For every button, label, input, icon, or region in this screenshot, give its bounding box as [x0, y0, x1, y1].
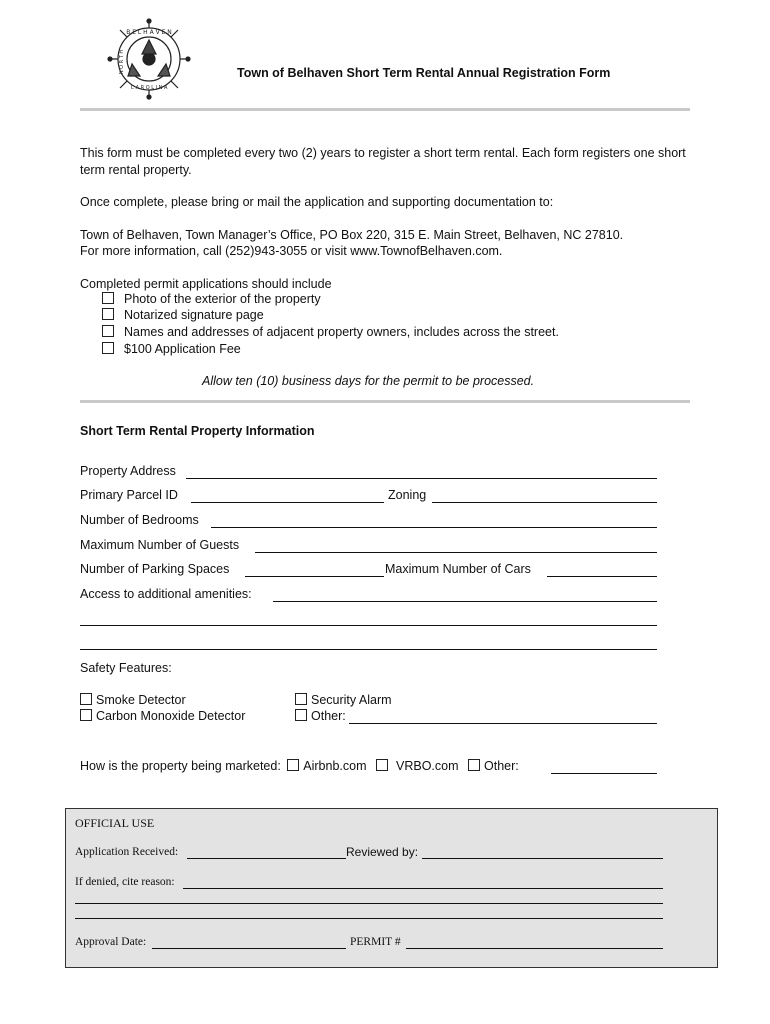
bedrooms-label: Number of Bedrooms: [80, 513, 199, 527]
permit-number-field[interactable]: [406, 948, 663, 949]
co-detector-option[interactable]: [80, 709, 245, 723]
form-title: Town of Belhaven Short Term Rental Annual Registration Form: [237, 66, 611, 80]
checklist-title: Completed permit applications should include: [80, 277, 332, 291]
checkbox-icon[interactable]: [80, 693, 92, 705]
marketing-other-field[interactable]: [551, 773, 657, 774]
town-seal-logo: [104, 18, 194, 100]
application-received-field[interactable]: [187, 858, 346, 859]
safety-other-field[interactable]: [349, 723, 657, 724]
security-alarm-label: Security Alarm: [311, 693, 392, 707]
safety-other-option[interactable]: [295, 709, 346, 723]
max-guests-label: Maximum Number of Guests: [80, 538, 240, 552]
parking-label: Number of Parking Spaces: [80, 562, 230, 576]
checkbox-icon[interactable]: [102, 308, 114, 320]
permit-number-label: PERMIT #: [350, 936, 401, 948]
checkbox-icon[interactable]: [468, 759, 480, 771]
checklist-item[interactable]: [102, 325, 559, 339]
marketing-row: [80, 759, 519, 773]
smoke-detector-option[interactable]: [80, 693, 186, 707]
checklist-item-label: Names and addresses of adjacent property owners, includes across the street.: [124, 325, 559, 339]
address-line: Town of Belhaven, Town Manager’s Office, PO Box 220, 315 E. Main Street, Belhaven, NC 27810.: [80, 228, 624, 242]
approval-date-field[interactable]: [152, 948, 346, 949]
denied-reason-label: If denied, cite reason:: [75, 876, 175, 888]
contact-line: For more information, call (252)943-3055 or visit www.TownofBelhaven.com.: [80, 244, 503, 258]
ship-wheel-icon: [104, 18, 194, 100]
checkbox-icon[interactable]: [102, 342, 114, 354]
denied-reason-field-line-2[interactable]: [75, 903, 663, 904]
amenities-label: Access to additional amenities:: [80, 587, 252, 601]
seal-text-left: N O R T H: [119, 49, 125, 75]
parking-field[interactable]: [245, 576, 384, 577]
amenities-field-line-3[interactable]: [80, 649, 657, 650]
denied-reason-field-line-3[interactable]: [75, 918, 663, 919]
airbnb-label: Airbnb.com: [303, 759, 367, 773]
parcel-id-field[interactable]: [191, 502, 384, 503]
checklist-item[interactable]: [102, 292, 321, 306]
checklist-item-label: Notarized signature page: [124, 308, 264, 322]
seal-text-bottom: C A R O L I N A: [130, 85, 168, 91]
max-cars-label: Maximum Number of Cars: [385, 562, 531, 576]
reviewed-by-label: Reviewed by:: [346, 845, 419, 859]
zoning-label: Zoning: [388, 488, 427, 502]
max-guests-field[interactable]: [255, 552, 657, 553]
checkbox-icon[interactable]: [80, 709, 92, 721]
security-alarm-option[interactable]: [295, 693, 392, 707]
property-section-heading: Short Term Rental Property Information: [80, 424, 315, 438]
intro-paragraph: This form must be completed every two (2) years to register a short term rental. Each form registers one short term rental property.: [80, 146, 686, 177]
instructions-paragraph: Once complete, please bring or mail the application and supporting documentation to:: [80, 195, 554, 209]
amenities-field-line-2[interactable]: [80, 625, 657, 626]
checkbox-icon[interactable]: [295, 709, 307, 721]
checklist-item-label: $100 Application Fee: [124, 342, 241, 356]
seal-text-top: B E L H A V E N: [126, 29, 172, 36]
max-cars-field[interactable]: [547, 576, 657, 577]
denied-reason-field[interactable]: [183, 888, 663, 889]
parcel-id-label: Primary Parcel ID: [80, 488, 178, 502]
approval-date-label: Approval Date:: [75, 936, 147, 948]
checkbox-icon[interactable]: [102, 292, 114, 304]
processing-note: Allow ten (10) business days for the permit to be processed.: [202, 374, 535, 388]
checkbox-icon[interactable]: [287, 759, 299, 771]
safety-heading: Safety Features:: [80, 661, 172, 675]
zoning-field[interactable]: [432, 502, 657, 503]
vrbo-label: VRBO.com: [396, 759, 459, 773]
marketing-question: How is the property being marketed:: [80, 759, 281, 773]
section-divider: [80, 400, 690, 403]
property-address-label: Property Address: [80, 464, 176, 478]
reviewed-by-field[interactable]: [422, 858, 663, 859]
header-divider: [80, 108, 690, 111]
checkbox-icon[interactable]: [295, 693, 307, 705]
checklist-item-label: Photo of the exterior of the property: [124, 292, 321, 306]
smoke-detector-label: Smoke Detector: [96, 693, 186, 707]
amenities-field[interactable]: [273, 601, 657, 602]
co-detector-label: Carbon Monoxide Detector: [96, 709, 246, 723]
application-received-label: Application Received:: [75, 846, 179, 858]
marketing-other-label: Other:: [484, 759, 519, 773]
safety-other-label: Other:: [311, 709, 346, 723]
property-address-field[interactable]: [186, 478, 657, 479]
official-use-heading: OFFICIAL USE: [75, 816, 155, 830]
checkbox-icon[interactable]: [102, 325, 114, 337]
checklist-item[interactable]: [102, 342, 241, 356]
bedrooms-field[interactable]: [211, 527, 657, 528]
checklist-item[interactable]: [102, 308, 264, 322]
checkbox-icon[interactable]: [376, 759, 388, 771]
